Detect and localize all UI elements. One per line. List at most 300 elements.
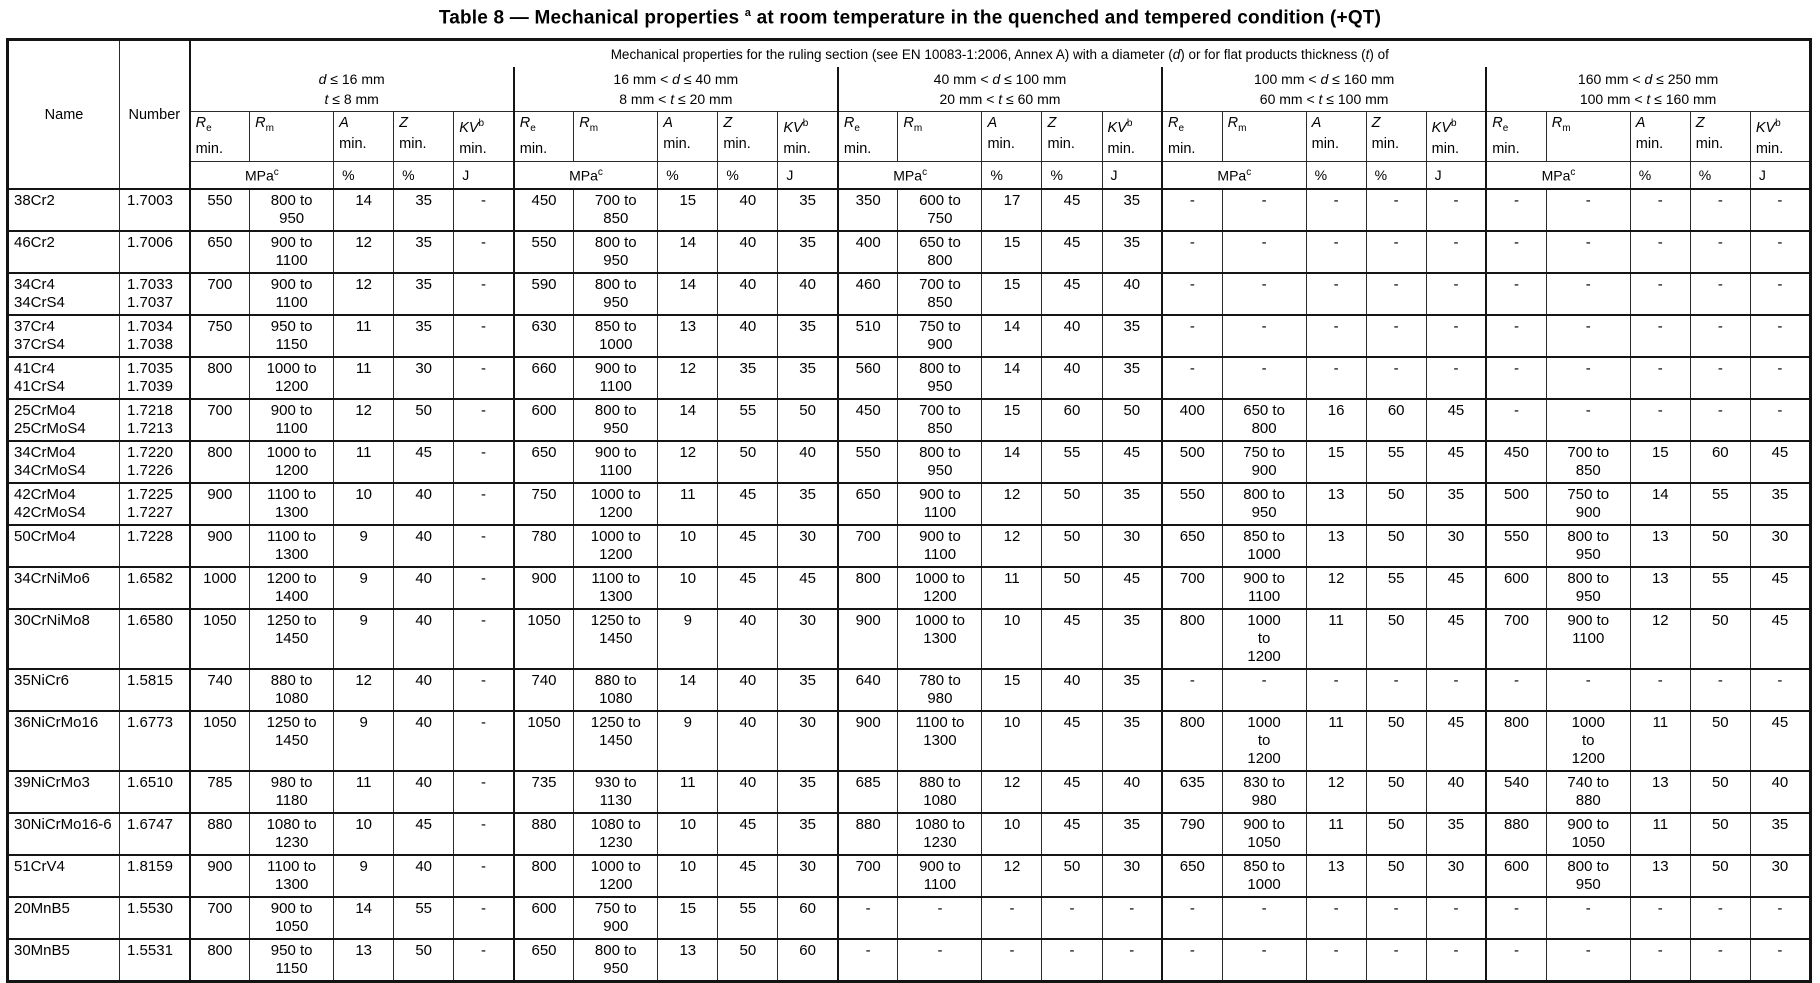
value-cell-z: - — [1366, 897, 1426, 939]
value-cell-a: 14 — [658, 231, 718, 273]
value-cell-re: 880 — [190, 813, 250, 855]
col-header-a: A min. — [982, 112, 1042, 162]
col-header-kv: $KV^b$ min. — [1750, 112, 1810, 162]
value-cell-re: 685 — [838, 771, 898, 813]
value-cell-a: 14 — [658, 669, 718, 711]
value-cell-re: 550 — [1162, 483, 1222, 525]
value-cell-a: 12 — [1630, 609, 1690, 669]
value-cell-kv: 30 — [778, 855, 838, 897]
value-cell-re: 900 — [838, 609, 898, 669]
value-cell-kv: 30 — [1750, 855, 1810, 897]
value-cell-kv: - — [454, 525, 514, 567]
value-cell-a: 9 — [334, 525, 394, 567]
value-cell-re: 700 — [190, 273, 250, 315]
value-cell-z: 40 — [718, 273, 778, 315]
value-cell-kv: - — [454, 567, 514, 609]
value-cell-kv: 30 — [778, 525, 838, 567]
steel-name-cell: 41Cr4 41CrS4 — [8, 357, 120, 399]
value-cell-rm: 1000 to 1200 — [250, 441, 334, 483]
value-cell-z: 40 — [718, 771, 778, 813]
value-cell-kv: 45 — [1750, 567, 1810, 609]
value-cell-re: 600 — [1486, 855, 1546, 897]
value-cell-rm: - — [1222, 315, 1306, 357]
value-cell-re: 780 — [514, 525, 574, 567]
value-cell-rm: 800 to 950 — [1546, 567, 1630, 609]
value-cell-z: 50 — [1366, 771, 1426, 813]
value-cell-z: 35 — [394, 315, 454, 357]
col-header-rm: $R_m$ — [250, 112, 334, 162]
value-cell-re: - — [1486, 897, 1546, 939]
value-cell-a: 9 — [334, 711, 394, 771]
value-cell-kv: - — [454, 771, 514, 813]
value-cell-re: 640 — [838, 669, 898, 711]
value-cell-z: 50 — [1042, 855, 1102, 897]
value-cell-rm: - — [1546, 189, 1630, 231]
value-cell-kv: - — [454, 273, 514, 315]
value-cell-z: - — [1690, 231, 1750, 273]
value-cell-rm: 880 to 1080 — [898, 771, 982, 813]
steel-number-cell: 1.6580 — [120, 609, 190, 669]
steel-name-cell: 50CrMo4 — [8, 525, 120, 567]
unit-joule: J — [1102, 162, 1162, 190]
steel-number-cell: 1.6510 — [120, 771, 190, 813]
value-cell-rm: 1000 to 1200 — [574, 483, 658, 525]
value-cell-rm: 600 to 750 — [898, 189, 982, 231]
value-cell-kv: 40 — [1102, 273, 1162, 315]
col-header-re: $R_e$ min. — [1162, 112, 1222, 162]
value-cell-re: 450 — [838, 399, 898, 441]
value-cell-re: 1000 — [190, 567, 250, 609]
value-cell-re: 800 — [514, 855, 574, 897]
steel-number-cell: 1.7033 1.7037 — [120, 273, 190, 315]
value-cell-re: 450 — [1486, 441, 1546, 483]
steel-number-cell: 1.7035 1.7039 — [120, 357, 190, 399]
value-cell-rm: - — [1546, 315, 1630, 357]
value-cell-rm: 750 to 900 — [574, 897, 658, 939]
value-cell-a: 13 — [1306, 483, 1366, 525]
value-cell-z: - — [1690, 315, 1750, 357]
value-cell-z: 40 — [394, 855, 454, 897]
steel-name-cell: 34CrNiMo6 — [8, 567, 120, 609]
value-cell-a: 9 — [658, 609, 718, 669]
unit-percent: % — [334, 162, 394, 190]
value-cell-rm: 900 to 1100 — [1222, 567, 1306, 609]
value-cell-rm: 900 to 1100 — [898, 855, 982, 897]
value-cell-a: 11 — [1306, 813, 1366, 855]
value-cell-a: 15 — [982, 231, 1042, 273]
steel-number-cell: 1.6773 — [120, 711, 190, 771]
unit-percent: % — [1366, 162, 1426, 190]
value-cell-z: 45 — [1042, 771, 1102, 813]
value-cell-re: 800 — [1486, 711, 1546, 771]
value-cell-rm: 800 to 950 — [1546, 855, 1630, 897]
value-cell-re: 560 — [838, 357, 898, 399]
value-cell-z: 40 — [1042, 357, 1102, 399]
value-cell-a: 17 — [982, 189, 1042, 231]
col-header-z: Z min. — [718, 112, 778, 162]
value-cell-z: 40 — [718, 189, 778, 231]
table-row — [8, 711, 1811, 771]
value-cell-z: 50 — [1366, 525, 1426, 567]
value-cell-kv: 30 — [778, 711, 838, 771]
value-cell-re: 600 — [514, 399, 574, 441]
value-cell-z: - — [1690, 273, 1750, 315]
value-cell-re: - — [1162, 939, 1222, 982]
value-cell-z: 55 — [1690, 567, 1750, 609]
value-cell-rm: - — [1546, 939, 1630, 982]
value-cell-re: 800 — [190, 357, 250, 399]
value-cell-kv: - — [454, 711, 514, 771]
value-cell-rm: 900 to 1100 — [1546, 609, 1630, 669]
value-cell-rm: 750 to 900 — [898, 315, 982, 357]
value-cell-kv: 35 — [1102, 711, 1162, 771]
value-cell-kv: 45 — [1426, 711, 1486, 771]
value-cell-z: 55 — [1690, 483, 1750, 525]
value-cell-kv: 35 — [778, 189, 838, 231]
table-row — [8, 669, 1811, 711]
value-cell-rm: 740 to 880 — [1546, 771, 1630, 813]
steel-number-cell: 1.5530 — [120, 897, 190, 939]
value-cell-re: 880 — [514, 813, 574, 855]
value-cell-z: 35 — [394, 231, 454, 273]
col-header-re: $R_e$ min. — [1486, 112, 1546, 162]
value-cell-re: 900 — [838, 711, 898, 771]
value-cell-z: 45 — [718, 855, 778, 897]
value-cell-re: - — [1162, 189, 1222, 231]
value-cell-rm: 900 to 1100 — [250, 231, 334, 273]
value-cell-a: 12 — [658, 357, 718, 399]
value-cell-kv: - — [454, 441, 514, 483]
table-body — [8, 189, 1811, 982]
value-cell-rm: 850 to 1000 — [1222, 525, 1306, 567]
value-cell-re: - — [1162, 669, 1222, 711]
value-cell-rm: 1250 to 1450 — [574, 609, 658, 669]
value-cell-rm: 1000 to 1200 — [1222, 711, 1306, 771]
value-cell-re: 510 — [838, 315, 898, 357]
value-cell-z: - — [1042, 939, 1102, 982]
value-cell-rm: - — [1222, 231, 1306, 273]
value-cell-a: 11 — [334, 441, 394, 483]
unit-percent: % — [1690, 162, 1750, 190]
value-cell-a: 14 — [658, 399, 718, 441]
value-cell-re: 800 — [838, 567, 898, 609]
value-cell-a: 10 — [982, 609, 1042, 669]
value-cell-kv: - — [454, 669, 514, 711]
value-cell-a: 9 — [658, 711, 718, 771]
value-cell-rm: 800 to 950 — [574, 399, 658, 441]
col-header-kv: $KV^b$ min. — [454, 112, 514, 162]
steel-number-cell: 1.7218 1.7213 — [120, 399, 190, 441]
value-cell-z: - — [1690, 897, 1750, 939]
value-cell-z: 50 — [1366, 855, 1426, 897]
value-cell-z: 50 — [1042, 525, 1102, 567]
value-cell-a: 9 — [334, 567, 394, 609]
value-cell-rm: - — [898, 897, 982, 939]
value-cell-rm: 800 to 950 — [1222, 483, 1306, 525]
value-cell-kv: - — [454, 231, 514, 273]
value-cell-a: 13 — [1630, 525, 1690, 567]
value-cell-a: 13 — [1630, 855, 1690, 897]
value-cell-a: 12 — [334, 273, 394, 315]
value-cell-kv: 45 — [1426, 609, 1486, 669]
value-cell-kv: - — [1426, 897, 1486, 939]
steel-name-cell: 36NiCrMo16 — [8, 711, 120, 771]
value-cell-rm: 930 to 1130 — [574, 771, 658, 813]
value-cell-z: - — [1690, 399, 1750, 441]
value-cell-a: - — [1306, 357, 1366, 399]
ruling-section-header: Mechanical properties for the ruling section (see EN 10083-1:2006, Annex A) with a diameter (d) or for flat products thickness (t) of — [190, 40, 1811, 68]
value-cell-a: 10 — [334, 483, 394, 525]
value-cell-rm: - — [1546, 669, 1630, 711]
value-cell-re: - — [1486, 939, 1546, 982]
value-cell-re: - — [1486, 357, 1546, 399]
unit-percent: % — [982, 162, 1042, 190]
value-cell-re: 1050 — [514, 711, 574, 771]
steel-name-cell: 30MnB5 — [8, 939, 120, 982]
value-cell-re: 790 — [1162, 813, 1222, 855]
value-cell-rm: - — [1222, 273, 1306, 315]
value-cell-rm: 1100 to 1300 — [250, 483, 334, 525]
value-cell-a: 15 — [982, 669, 1042, 711]
value-cell-re: 750 — [190, 315, 250, 357]
value-cell-rm: 1000 to 1200 — [574, 855, 658, 897]
value-cell-a: 11 — [658, 483, 718, 525]
value-cell-z: 35 — [394, 273, 454, 315]
value-cell-z: 50 — [1690, 813, 1750, 855]
value-cell-a: 15 — [658, 897, 718, 939]
table-row — [8, 525, 1811, 567]
value-cell-z: 30 — [394, 357, 454, 399]
value-cell-rm: 1000 to 1200 — [898, 567, 982, 609]
value-cell-a: 15 — [982, 273, 1042, 315]
value-cell-kv: 30 — [1102, 855, 1162, 897]
value-cell-rm: - — [1222, 189, 1306, 231]
value-cell-rm: - — [1546, 231, 1630, 273]
value-cell-kv: - — [454, 399, 514, 441]
value-cell-re: 700 — [838, 525, 898, 567]
steel-number-cell: 1.8159 — [120, 855, 190, 897]
value-cell-z: 50 — [1366, 813, 1426, 855]
value-cell-kv: 45 — [1426, 441, 1486, 483]
value-cell-kv: 35 — [778, 231, 838, 273]
value-cell-kv: 35 — [778, 669, 838, 711]
value-cell-a: 14 — [658, 273, 718, 315]
value-cell-rm: 1100 to 1300 — [250, 525, 334, 567]
value-cell-z: 45 — [1042, 813, 1102, 855]
value-cell-a: 12 — [982, 525, 1042, 567]
value-cell-z: 40 — [1042, 669, 1102, 711]
value-cell-rm: 800 to 950 — [1546, 525, 1630, 567]
value-cell-re: 1050 — [514, 609, 574, 669]
value-cell-z: 50 — [394, 399, 454, 441]
value-cell-kv: - — [1750, 189, 1810, 231]
col-header-a: A min. — [658, 112, 718, 162]
value-cell-re: - — [1486, 399, 1546, 441]
value-cell-kv: 40 — [1102, 771, 1162, 813]
value-cell-kv: 35 — [778, 315, 838, 357]
value-cell-kv: - — [1750, 315, 1810, 357]
table-row — [8, 813, 1811, 855]
value-cell-re: 735 — [514, 771, 574, 813]
value-cell-re: 785 — [190, 771, 250, 813]
value-cell-re: 700 — [1486, 609, 1546, 669]
value-cell-re: 400 — [1162, 399, 1222, 441]
size-group-header-5: 160 mm < d ≤ 250 mm 100 mm < t ≤ 160 mm — [1486, 67, 1810, 112]
steel-number-cell: 1.7228 — [120, 525, 190, 567]
value-cell-re: 460 — [838, 273, 898, 315]
value-cell-z: 40 — [718, 711, 778, 771]
value-cell-re: 800 — [190, 441, 250, 483]
value-cell-re: 800 — [1162, 609, 1222, 669]
value-cell-a: - — [1306, 315, 1366, 357]
col-header-z: Z min. — [394, 112, 454, 162]
value-cell-re: - — [1486, 189, 1546, 231]
value-cell-z: 50 — [1366, 483, 1426, 525]
value-cell-a: 9 — [334, 609, 394, 669]
value-cell-kv: - — [454, 897, 514, 939]
value-cell-a: - — [1630, 189, 1690, 231]
value-cell-kv: 45 — [1750, 441, 1810, 483]
value-cell-kv: 35 — [1102, 609, 1162, 669]
value-cell-kv: - — [454, 855, 514, 897]
value-cell-z: 45 — [394, 813, 454, 855]
value-cell-kv: 45 — [1102, 441, 1162, 483]
col-header-rm: $R_m$ — [1222, 112, 1306, 162]
unit-percent: % — [1630, 162, 1690, 190]
value-cell-rm: 1100 to 1300 — [898, 711, 982, 771]
steel-number-cell: 1.7220 1.7226 — [120, 441, 190, 483]
value-cell-a: 14 — [334, 897, 394, 939]
col-header-name: Name — [8, 40, 120, 189]
col-header-z: Z min. — [1042, 112, 1102, 162]
value-cell-re: 450 — [514, 189, 574, 231]
value-cell-re: 600 — [1486, 567, 1546, 609]
value-cell-a: 11 — [1630, 711, 1690, 771]
value-cell-rm: 900 to 1050 — [1222, 813, 1306, 855]
table-title-suffix: at room temperature in the quenched and tempered condition (+QT) — [751, 7, 1382, 29]
steel-number-cell: 1.5531 — [120, 939, 190, 982]
value-cell-re: 800 — [1162, 711, 1222, 771]
value-cell-kv: - — [1426, 357, 1486, 399]
unit-percent: % — [718, 162, 778, 190]
value-cell-z: - — [1690, 357, 1750, 399]
size-group-header-2: 16 mm < d ≤ 40 mm 8 mm < t ≤ 20 mm — [514, 67, 838, 112]
value-cell-re: 650 — [1162, 855, 1222, 897]
table-row — [8, 315, 1811, 357]
size-group-header-3: 40 mm < d ≤ 100 mm 20 mm < t ≤ 60 mm — [838, 67, 1162, 112]
col-header-rm: $R_m$ — [1546, 112, 1630, 162]
value-cell-re: 550 — [1486, 525, 1546, 567]
value-cell-a: - — [1630, 273, 1690, 315]
value-cell-rm: 650 to 800 — [898, 231, 982, 273]
steel-name-cell: 34Cr4 34CrS4 — [8, 273, 120, 315]
steel-number-cell: 1.6582 — [120, 567, 190, 609]
value-cell-rm: 1080 to 1230 — [574, 813, 658, 855]
value-cell-kv: 35 — [1426, 483, 1486, 525]
value-cell-re: 900 — [190, 525, 250, 567]
value-cell-re: 650 — [1162, 525, 1222, 567]
value-cell-rm: 1100 to 1300 — [250, 855, 334, 897]
value-cell-re: 630 — [514, 315, 574, 357]
value-cell-rm: 900 to 1100 — [574, 441, 658, 483]
table-row — [8, 231, 1811, 273]
value-cell-kv: 30 — [1426, 525, 1486, 567]
value-cell-z: 40 — [718, 315, 778, 357]
value-cell-rm: 750 to 900 — [1546, 483, 1630, 525]
value-cell-a: 12 — [334, 231, 394, 273]
table-row — [8, 273, 1811, 315]
value-cell-rm: 1250 to 1450 — [250, 711, 334, 771]
value-cell-z: 50 — [1042, 567, 1102, 609]
value-cell-a: 10 — [658, 813, 718, 855]
value-cell-re: 740 — [514, 669, 574, 711]
value-cell-kv: 45 — [1426, 399, 1486, 441]
value-cell-z: - — [1366, 357, 1426, 399]
value-cell-kv: - — [1750, 357, 1810, 399]
value-cell-re: - — [838, 939, 898, 982]
value-cell-rm: 1250 to 1450 — [250, 609, 334, 669]
value-cell-z: 50 — [1690, 609, 1750, 669]
value-cell-kv: - — [1426, 315, 1486, 357]
value-cell-a: 13 — [1306, 525, 1366, 567]
value-cell-a: 9 — [334, 855, 394, 897]
value-cell-rm: 800 to 950 — [574, 231, 658, 273]
steel-name-cell: 34CrMo4 34CrMoS4 — [8, 441, 120, 483]
value-cell-re: 750 — [514, 483, 574, 525]
value-cell-re: 1050 — [190, 711, 250, 771]
size-group-header-4: 100 mm < d ≤ 160 mm 60 mm < t ≤ 100 mm — [1162, 67, 1486, 112]
value-cell-rm: 800 to 950 — [574, 939, 658, 982]
value-cell-a: 11 — [658, 771, 718, 813]
value-cell-a: - — [1306, 939, 1366, 982]
steel-number-cell: 1.7003 — [120, 189, 190, 231]
value-cell-z: 45 — [1042, 231, 1102, 273]
value-cell-kv: - — [1426, 189, 1486, 231]
value-cell-kv: - — [454, 483, 514, 525]
value-cell-z: 35 — [394, 189, 454, 231]
value-cell-rm: 780 to 980 — [898, 669, 982, 711]
value-cell-rm: 1000 to 1300 — [898, 609, 982, 669]
value-cell-z: - — [1366, 273, 1426, 315]
value-cell-re: - — [1486, 669, 1546, 711]
value-cell-kv: - — [1750, 399, 1810, 441]
value-cell-z: 55 — [718, 399, 778, 441]
col-header-re: $R_e$ min. — [514, 112, 574, 162]
table-title — [0, 0, 1820, 38]
value-cell-rm: 1000 to 1200 — [250, 357, 334, 399]
value-cell-re: - — [1486, 315, 1546, 357]
value-cell-z: - — [1690, 189, 1750, 231]
value-cell-rm: 1200 to 1400 — [250, 567, 334, 609]
value-cell-re: 600 — [514, 897, 574, 939]
value-cell-z: 40 — [1042, 315, 1102, 357]
value-cell-a: 15 — [1630, 441, 1690, 483]
value-cell-z: 50 — [1366, 609, 1426, 669]
value-cell-a: 11 — [334, 771, 394, 813]
value-cell-kv: - — [454, 939, 514, 982]
col-header-a: A min. — [1630, 112, 1690, 162]
value-cell-re: 900 — [190, 855, 250, 897]
value-cell-a: 14 — [1630, 483, 1690, 525]
value-cell-z: 60 — [1690, 441, 1750, 483]
value-cell-z: - — [1366, 189, 1426, 231]
value-cell-z: 50 — [394, 939, 454, 982]
col-header-rm: $R_m$ — [898, 112, 982, 162]
value-cell-rm: 830 to 980 — [1222, 771, 1306, 813]
value-cell-kv: - — [1426, 939, 1486, 982]
value-cell-a: 12 — [658, 441, 718, 483]
value-cell-a: - — [1630, 315, 1690, 357]
